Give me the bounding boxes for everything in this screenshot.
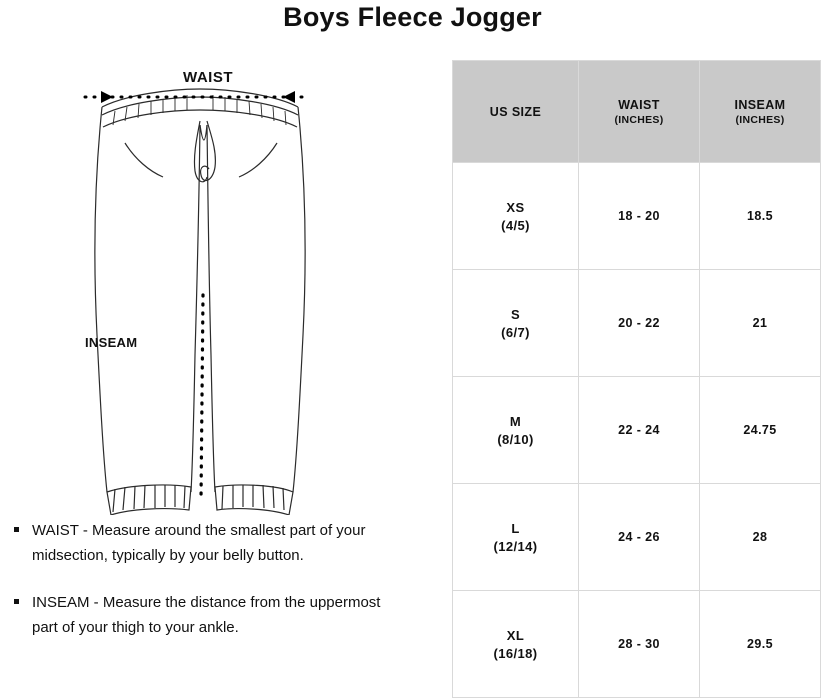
column-header-label: INSEAM bbox=[734, 97, 786, 112]
jogger-diagram-svg bbox=[55, 55, 395, 515]
waist-measure-label: WAIST bbox=[183, 69, 233, 86]
size-range: (8/10) bbox=[497, 431, 534, 447]
size-name: XL bbox=[506, 627, 525, 643]
column-header-unit: (INCHES) bbox=[735, 113, 785, 126]
column-header-inseam bbox=[700, 61, 821, 163]
column-header-us-size bbox=[453, 61, 579, 163]
table-header-row bbox=[453, 61, 821, 163]
cell-waist: 24 - 26 bbox=[579, 484, 700, 591]
list-item: INSEAM - Measure the distance from the uppermost part of your thigh to your ankle. bbox=[24, 590, 406, 640]
table-row bbox=[453, 377, 821, 484]
size-range: (6/7) bbox=[501, 324, 530, 340]
cell-waist: 18 - 20 bbox=[579, 163, 700, 270]
size-name: L bbox=[511, 520, 520, 536]
inseam-measure-label: INSEAM bbox=[85, 335, 138, 350]
size-name: M bbox=[509, 413, 522, 429]
column-header-waist bbox=[579, 61, 700, 163]
page-title: Boys Fleece Jogger bbox=[283, 2, 542, 32]
size-name: XS bbox=[506, 199, 525, 215]
cell-waist: 28 - 30 bbox=[579, 591, 700, 698]
table-row bbox=[453, 591, 821, 698]
cell-waist: 20 - 22 bbox=[579, 270, 700, 377]
measuring-instructions bbox=[6, 518, 406, 662]
size-chart-table bbox=[452, 60, 821, 698]
size-range: (12/14) bbox=[493, 538, 538, 554]
column-header-unit: (INCHES) bbox=[614, 113, 664, 126]
size-name: S bbox=[510, 306, 521, 322]
jogger-illustration bbox=[55, 55, 395, 515]
table-row bbox=[453, 163, 821, 270]
size-range: (16/18) bbox=[493, 645, 538, 661]
size-range: (4/5) bbox=[501, 217, 530, 233]
cell-size bbox=[453, 377, 579, 484]
cell-waist: 22 - 24 bbox=[579, 377, 700, 484]
cell-size bbox=[453, 270, 579, 377]
table-row bbox=[453, 484, 821, 591]
cell-inseam: 29.5 bbox=[700, 591, 821, 698]
cell-inseam: 21 bbox=[700, 270, 821, 377]
cell-inseam: 24.75 bbox=[700, 377, 821, 484]
column-header-label: WAIST bbox=[618, 97, 660, 112]
cell-inseam: 28 bbox=[700, 484, 821, 591]
cell-inseam: 18.5 bbox=[700, 163, 821, 270]
column-header-label: US SIZE bbox=[489, 104, 542, 119]
cell-size bbox=[453, 484, 579, 591]
table-row bbox=[453, 270, 821, 377]
list-item: WAIST - Measure around the smallest part of your midsection, typically by your belly button. bbox=[24, 518, 406, 568]
cell-size bbox=[453, 591, 579, 698]
cell-size bbox=[453, 163, 579, 270]
